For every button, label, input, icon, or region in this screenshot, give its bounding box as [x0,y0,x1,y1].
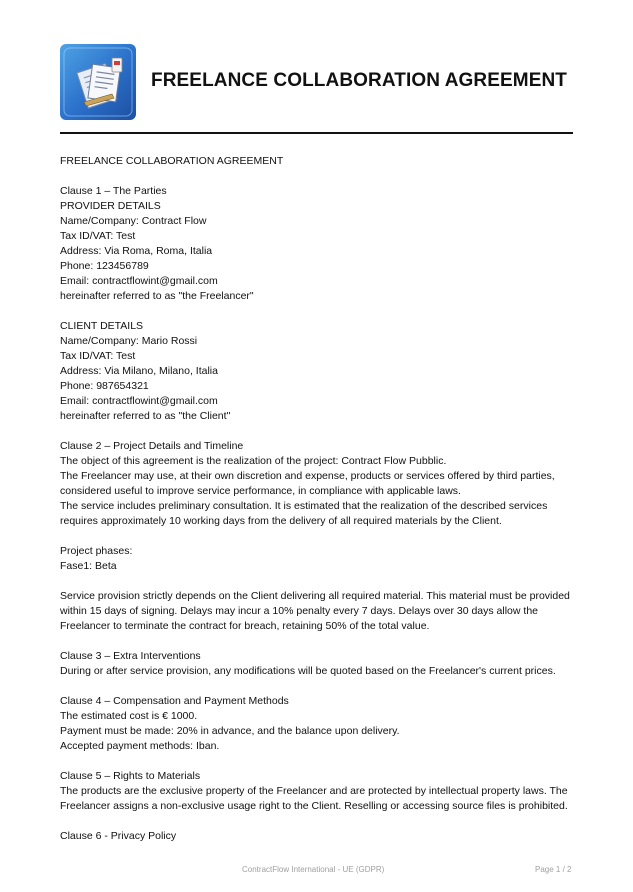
provider-address: Address: Via Roma, Roma, Italia [60,245,213,257]
agreement-heading-block [60,154,576,169]
project-phase-item: Fase1: Beta [60,560,117,572]
project-phases [60,544,576,574]
project-phases-label: Project phases: [60,545,133,557]
clause-1-client [60,319,576,424]
provider-name: Name/Company: Contract Flow [60,215,207,227]
client-address: Address: Via Milano, Milano, Italia [60,365,218,377]
clause-4-title: Clause 4 – Compensation and Payment Methods [60,695,289,707]
clause-3 [60,649,576,679]
provider-phone: Phone: 123456789 [60,260,149,272]
clause-1-title: Clause 1 – The Parties [60,185,167,197]
clause-6-title: Clause 6 - Privacy Policy [60,830,177,842]
footer-organization: ContractFlow International - UE (GDPR) [242,865,385,874]
provider-email: Email: contractflowint@gmail.com [60,275,218,287]
material-delivery-terms [60,589,576,634]
clause-3-title: Clause 3 – Extra Interventions [60,650,201,662]
clause-1-provider [60,184,576,304]
client-details-heading: CLIENT DETAILS [60,320,144,332]
client-email: Email: contractflowint@gmail.com [60,395,218,407]
client-referral: hereinafter referred to as "the Client" [60,410,231,422]
clause-2-paragraph-object: The object of this agreement is the realization of the project: Contract Flow Pubblic. [60,455,447,467]
provider-tax-id: Tax ID/VAT: Test [60,230,136,242]
clause-5 [60,769,576,814]
clause-2-paragraph-third-parties: The Freelancer may use, at their own discretion and expense, products or services offered by third parties, considered useful to improve service performance, in compliance with applicable laws. [60,470,555,497]
clause-6 [60,829,576,844]
document-title: FREELANCE COLLABORATION AGREEMENT [151,70,568,91]
clause-2 [60,439,576,529]
client-name: Name/Company: Mario Rossi [60,335,198,347]
page-number: Page 1 / 2 [535,865,572,874]
document-app-logo-icon [60,44,136,120]
material-delivery-paragraph: Service provision strictly depends on the Client delivering all required material. This material must be provided within 15 days of signing. Delays may incur a 10% penalty every 7 days. Delays over 30 days allow the Freelancer to terminate the contract for breach, retaining 50% of the total value. [60,590,570,632]
header-divider [60,132,573,134]
client-tax-id: Tax ID/VAT: Test [60,350,136,362]
provider-referral: hereinafter referred to as "the Freelancer" [60,290,254,302]
provider-details-heading: PROVIDER DETAILS [60,200,161,212]
clause-5-title: Clause 5 – Rights to Materials [60,770,201,782]
agreement-body [60,154,576,859]
client-phone: Phone: 987654321 [60,380,149,392]
estimated-cost: The estimated cost is € 1000. [60,710,198,722]
payment-terms: Payment must be made: 20% in advance, and the balance upon delivery. [60,725,400,737]
document-header [60,44,573,122]
clause-3-paragraph: During or after service provision, any modifications will be quoted based on the Freelancer's current prices. [60,665,556,677]
clause-2-paragraph-timeline: The service includes preliminary consultation. It is estimated that the realization of the described services requires approximately 10 working days from the delivery of all required materials by the Client. [60,500,548,527]
clause-2-title: Clause 2 – Project Details and Timeline [60,440,244,452]
agreement-heading: FREELANCE COLLABORATION AGREEMENT [60,155,284,167]
clause-4 [60,694,576,754]
payment-methods: Accepted payment methods: Iban. [60,740,220,752]
clause-5-paragraph: The products are the exclusive property of the Freelancer and are protected by intellectual property laws. The Freelancer assigns a non-exclusive usage right to the Client. Reselling or accessing source files is prohibited. [60,785,568,812]
